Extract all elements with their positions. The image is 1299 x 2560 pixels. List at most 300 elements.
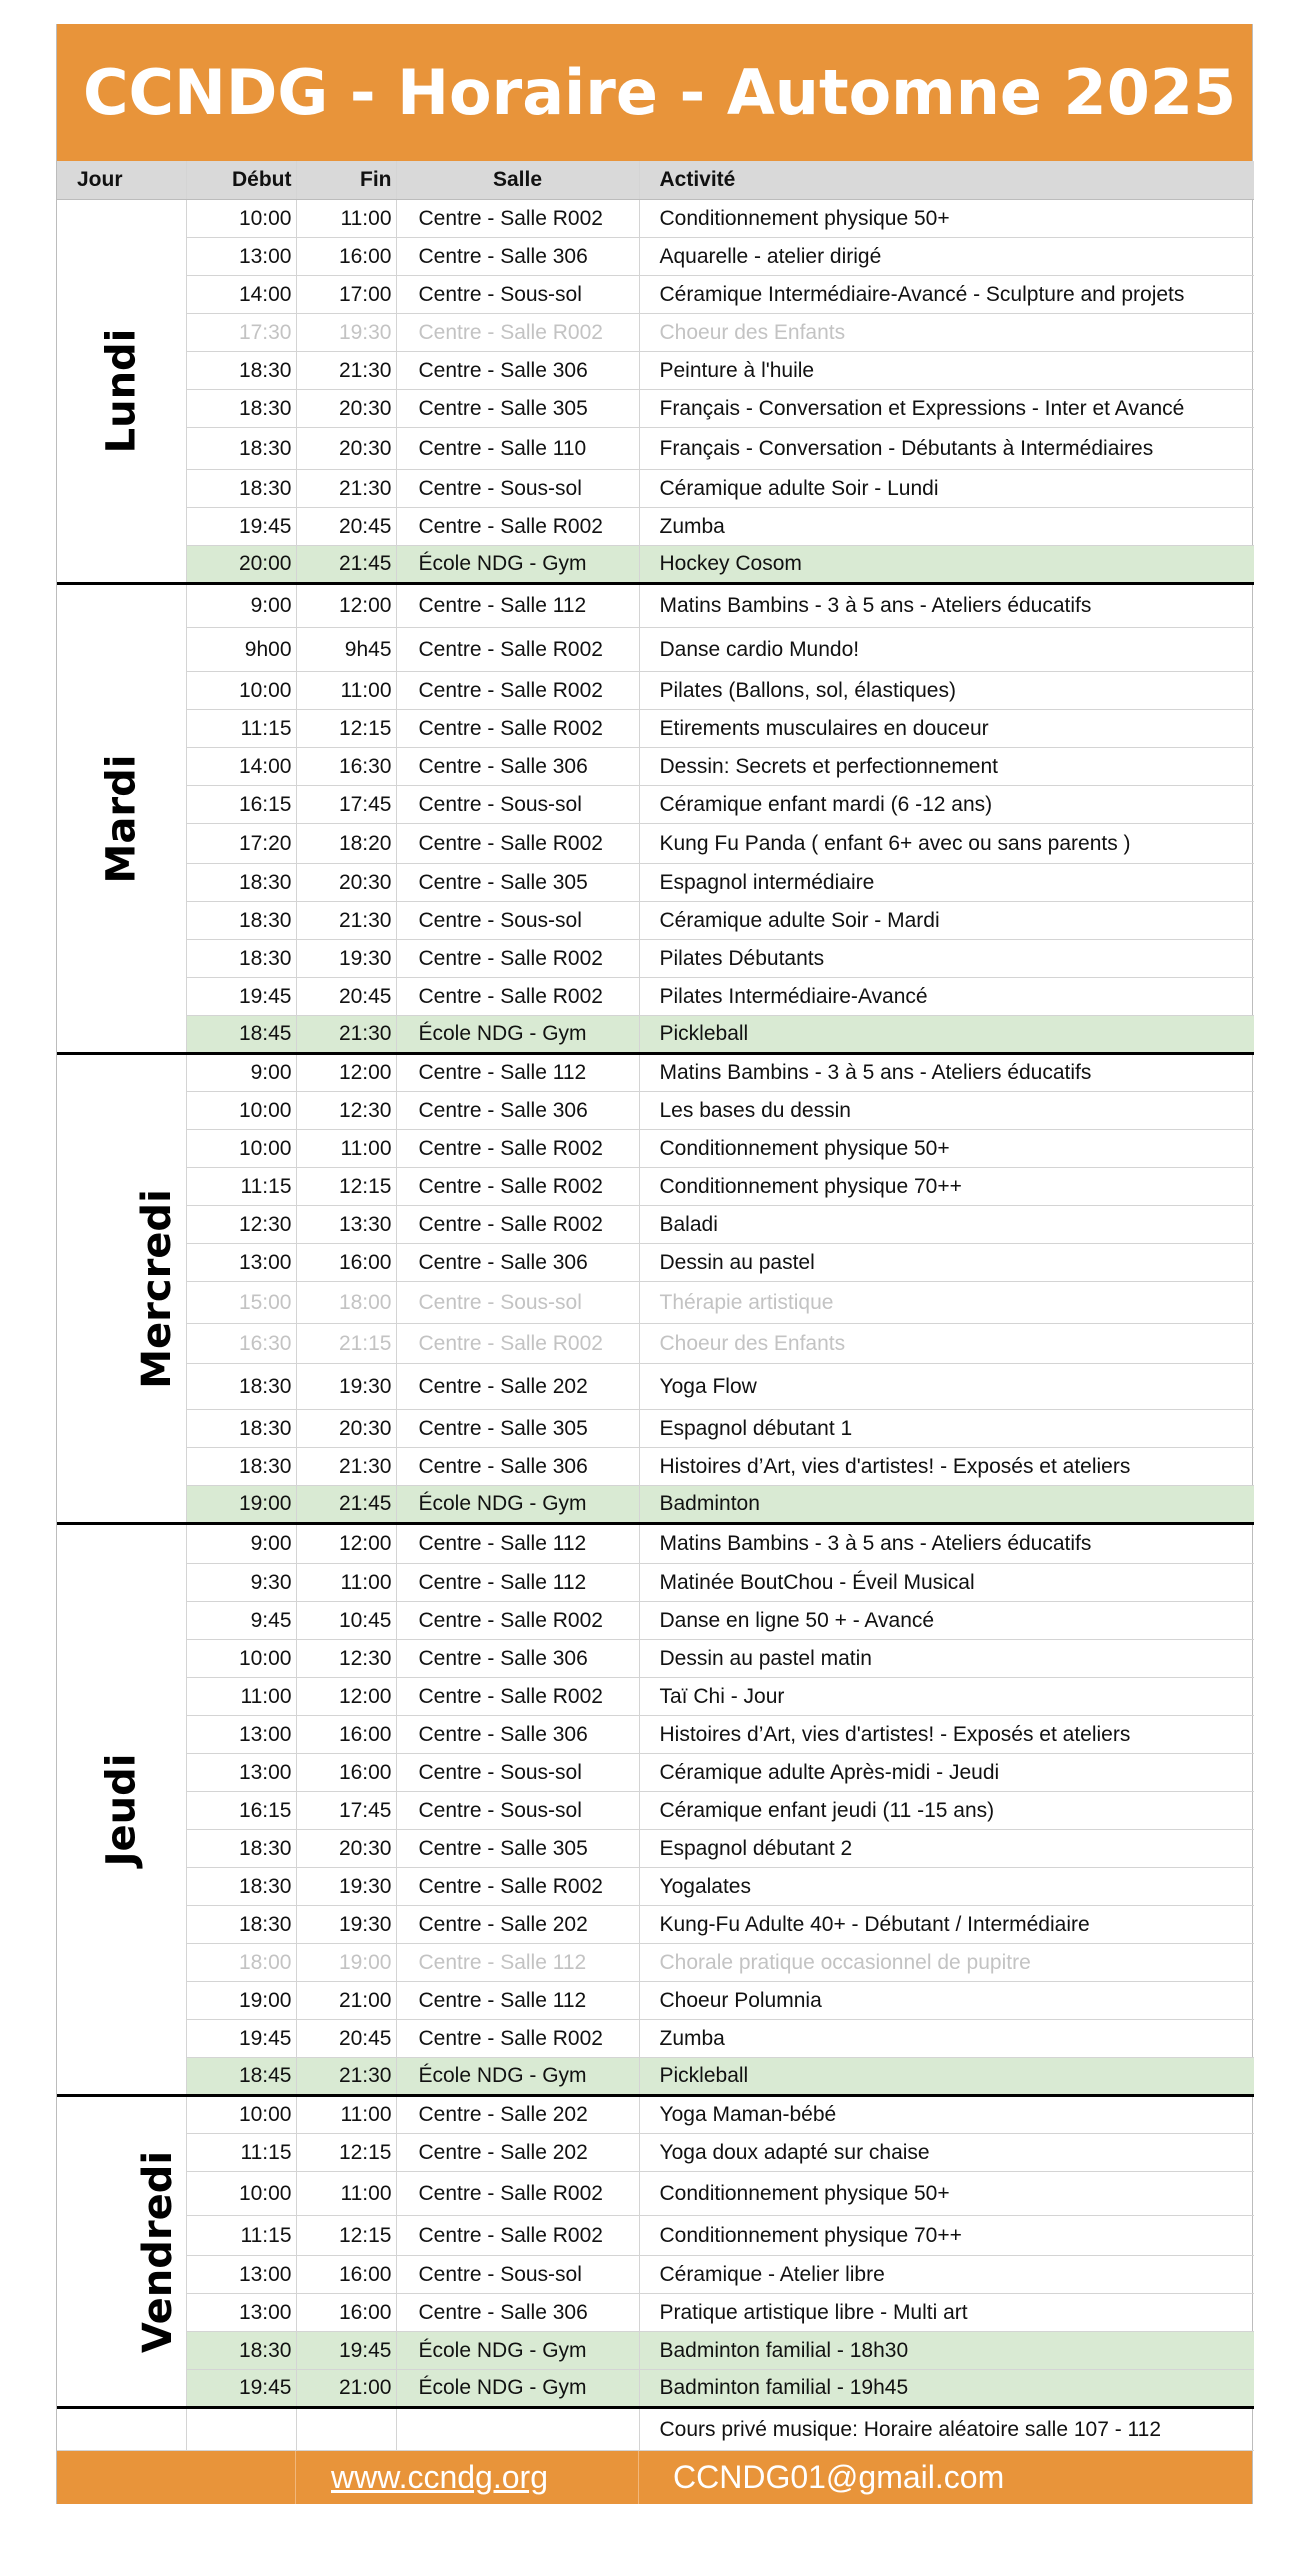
cell-activite: Danse cardio Mundo! — [639, 628, 1254, 672]
cell-fin: 12:00 — [296, 1524, 396, 1564]
cell-activite: Yoga Flow — [639, 1364, 1254, 1410]
cell-debut: 13:00 — [186, 1754, 296, 1792]
cell-salle: Centre - Salle 306 — [396, 238, 639, 276]
cell-fin: 12:00 — [296, 1054, 396, 1092]
table-row — [57, 352, 1254, 390]
cell-debut: 18:30 — [186, 940, 296, 978]
cell-fin: 21:30 — [296, 2058, 396, 2096]
cell-activite: Les bases du dessin — [639, 1092, 1254, 1130]
table-row — [57, 1754, 1254, 1792]
cell-fin: 12:15 — [296, 2216, 396, 2256]
cell-activite: Histoires d’Art, vies d'artistes! - Exposés et ateliers — [639, 1716, 1254, 1754]
cell-salle: Centre - Salle 306 — [396, 1244, 639, 1282]
cell-debut: 18:30 — [186, 428, 296, 470]
cell-salle: Centre - Sous-sol — [396, 902, 639, 940]
cell-salle: Centre - Salle R002 — [396, 1206, 639, 1244]
cell-salle: Centre - Salle R002 — [396, 200, 639, 238]
cell-debut: 13:00 — [186, 1716, 296, 1754]
table-row — [57, 546, 1254, 584]
cell-salle: Centre - Salle 306 — [396, 1448, 639, 1486]
table-row — [57, 200, 1254, 238]
table-row — [57, 940, 1254, 978]
cell-fin: 11:00 — [296, 200, 396, 238]
cell-salle: Centre - Sous-sol — [396, 276, 639, 314]
cell-salle: Centre - Salle 112 — [396, 584, 639, 628]
cell-debut: 18:30 — [186, 470, 296, 508]
table-row — [57, 2058, 1254, 2096]
cell-salle: Centre - Salle 306 — [396, 748, 639, 786]
cell-activite: Dessin: Secrets et perfectionnement — [639, 748, 1254, 786]
cell-fin: 21:30 — [296, 352, 396, 390]
table-row — [57, 1168, 1254, 1206]
cell-debut: 16:15 — [186, 1792, 296, 1830]
cell-fin: 19:00 — [296, 1944, 396, 1982]
cell-debut: 10:00 — [186, 1640, 296, 1678]
cell-debut: 18:30 — [186, 864, 296, 902]
cell-salle: Centre - Salle R002 — [396, 978, 639, 1016]
cell-debut: 13:00 — [186, 1244, 296, 1282]
day-group-mardi — [57, 584, 1254, 1054]
table-row — [57, 2332, 1254, 2370]
table-row — [57, 1016, 1254, 1054]
table-row — [57, 314, 1254, 352]
cell-activite: Céramique adulte Soir - Lundi — [639, 470, 1254, 508]
column-header-fin: Fin — [296, 161, 396, 200]
cell-activite: Histoires d’Art, vies d'artistes! - Exposés et ateliers — [639, 1448, 1254, 1486]
cell-debut: 10:00 — [186, 1130, 296, 1168]
cell-debut: 9:45 — [186, 1602, 296, 1640]
cell-fin: 12:30 — [296, 1092, 396, 1130]
cell-debut: 9:00 — [186, 584, 296, 628]
cell-activite: Kung-Fu Adulte 40+ - Débutant / Intermédiaire — [639, 1906, 1254, 1944]
cell-debut: 10:00 — [186, 200, 296, 238]
cell-fin: 18:20 — [296, 824, 396, 864]
cell-activite: Badminton familial - 18h30 — [639, 2332, 1254, 2370]
table-row — [57, 1130, 1254, 1168]
page-title: CCNDG - Horaire - Automne 2025 — [83, 56, 1237, 129]
cell-activite: Pickleball — [639, 1016, 1254, 1054]
table-row — [57, 1830, 1254, 1868]
cell-debut: 18:30 — [186, 390, 296, 428]
cell-debut: 19:45 — [186, 2020, 296, 2058]
cell-activite: Matins Bambins - 3 à 5 ans - Ateliers éducatifs — [639, 1524, 1254, 1564]
column-header-debut: Début — [186, 161, 296, 200]
cell-fin: 21:00 — [296, 2370, 396, 2408]
cell-activite: Pilates (Ballons, sol, élastiques) — [639, 672, 1254, 710]
cell-fin: 20:30 — [296, 1830, 396, 1868]
cell-debut: 13:00 — [186, 2294, 296, 2332]
cell-fin: 11:00 — [296, 1130, 396, 1168]
cell-activite: Dessin au pastel matin — [639, 1640, 1254, 1678]
cell-debut: 18:30 — [186, 1830, 296, 1868]
cell-debut: 19:45 — [186, 2370, 296, 2408]
cell-activite: Hockey Cosom — [639, 546, 1254, 584]
cell-fin: 21:15 — [296, 1324, 396, 1364]
cell-debut: 9:00 — [186, 1524, 296, 1564]
cell-debut: 11:00 — [186, 1678, 296, 1716]
table-row — [57, 628, 1254, 672]
cell-activite: Yoga doux adapté sur chaise — [639, 2134, 1254, 2172]
column-header-row — [57, 161, 1254, 200]
cell-activite: Matinée BoutChou - Éveil Musical — [639, 1564, 1254, 1602]
cell-fin: 19:30 — [296, 314, 396, 352]
cell-activite: Céramique enfant mardi (6 -12 ans) — [639, 786, 1254, 824]
cell-salle: Centre - Salle R002 — [396, 628, 639, 672]
cell-activite: Céramique - Atelier libre — [639, 2256, 1254, 2294]
table-row — [57, 2216, 1254, 2256]
cell-fin: 20:45 — [296, 508, 396, 546]
email-link[interactable]: CCNDG01@gmail.com — [673, 2459, 1005, 2495]
cell-debut: 11:15 — [186, 2134, 296, 2172]
cell-debut: 10:00 — [186, 672, 296, 710]
cell-activite: Choeur Polumnia — [639, 1982, 1254, 2020]
table-row — [57, 1524, 1254, 1564]
cell-activite: Peinture à l'huile — [639, 352, 1254, 390]
cell-salle: Centre - Salle R002 — [396, 2172, 639, 2216]
cell-fin: 21:00 — [296, 1982, 396, 2020]
cell-activite: Taï Chi - Jour — [639, 1678, 1254, 1716]
cell-activite: Français - Conversation - Débutants à Intermédiaires — [639, 428, 1254, 470]
cell-debut: 12:30 — [186, 1206, 296, 1244]
cell-salle: Centre - Salle R002 — [396, 672, 639, 710]
cell-debut: 11:15 — [186, 710, 296, 748]
cell-debut: 17:20 — [186, 824, 296, 864]
cell-salle: Centre - Salle 112 — [396, 1564, 639, 1602]
cell-debut: 10:00 — [186, 2172, 296, 2216]
cell-activite: Conditionnement physique 70++ — [639, 1168, 1254, 1206]
table-row — [57, 2294, 1254, 2332]
cell-fin: 17:45 — [296, 1792, 396, 1830]
cell-activite: Céramique enfant jeudi (11 -15 ans) — [639, 1792, 1254, 1830]
table-row — [57, 2256, 1254, 2294]
day-cell — [57, 1524, 186, 2096]
cell-fin: 19:45 — [296, 2332, 396, 2370]
cell-debut: 16:15 — [186, 786, 296, 824]
cell-salle: Centre - Salle R002 — [396, 940, 639, 978]
day-label: Mercredi — [133, 1188, 180, 1389]
table-row — [57, 238, 1254, 276]
cell-fin: 17:45 — [296, 786, 396, 824]
table-row — [57, 1716, 1254, 1754]
day-label: Mardi — [98, 754, 145, 883]
cell-debut: 18:30 — [186, 2332, 296, 2370]
cell-fin: 21:30 — [296, 1448, 396, 1486]
table-row — [57, 1324, 1254, 1364]
cell-fin: 19:30 — [296, 940, 396, 978]
table-row — [57, 824, 1254, 864]
cell-salle: Centre - Salle R002 — [396, 1678, 639, 1716]
cell-fin: 19:30 — [296, 1868, 396, 1906]
note-table — [57, 2409, 1254, 2451]
cell-fin: 13:30 — [296, 1206, 396, 1244]
cell-activite: Céramique adulte Après-midi - Jeudi — [639, 1754, 1254, 1792]
cell-debut: 15:00 — [186, 1282, 296, 1324]
website-link[interactable]: www.ccndg.org — [331, 2459, 548, 2495]
cell-activite: Français - Conversation et Expressions - Inter et Avancé — [639, 390, 1254, 428]
table-row — [57, 1640, 1254, 1678]
cell-salle: Centre - Salle 306 — [396, 1640, 639, 1678]
cell-salle: Centre - Salle 202 — [396, 2096, 639, 2134]
cell-salle: Centre - Salle R002 — [396, 508, 639, 546]
cell-salle: Centre - Sous-sol — [396, 1754, 639, 1792]
cell-salle: École NDG - Gym — [396, 2332, 639, 2370]
day-group-vendredi — [57, 2096, 1254, 2408]
cell-debut: 9:00 — [186, 1054, 296, 1092]
table-row — [57, 710, 1254, 748]
table-row — [57, 1564, 1254, 1602]
cell-activite: Espagnol intermédiaire — [639, 864, 1254, 902]
cell-fin: 16:00 — [296, 1244, 396, 1282]
cell-salle: Centre - Salle 202 — [396, 2134, 639, 2172]
cell-activite: Matins Bambins - 3 à 5 ans - Ateliers éducatifs — [639, 584, 1254, 628]
cell-fin: 20:30 — [296, 1410, 396, 1448]
cell-fin: 19:30 — [296, 1906, 396, 1944]
cell-debut: 9h00 — [186, 628, 296, 672]
cell-salle: École NDG - Gym — [396, 1486, 639, 1524]
day-cell — [57, 200, 186, 584]
cell-fin: 12:30 — [296, 1640, 396, 1678]
cell-activite: Céramique adulte Soir - Mardi — [639, 902, 1254, 940]
cell-salle: Centre - Salle 306 — [396, 1092, 639, 1130]
cell-debut: 11:15 — [186, 2216, 296, 2256]
cell-debut: 18:30 — [186, 902, 296, 940]
cell-activite: Conditionnement physique 50+ — [639, 1130, 1254, 1168]
cell-salle: École NDG - Gym — [396, 546, 639, 584]
cell-debut: 14:00 — [186, 748, 296, 786]
cell-fin: 11:00 — [296, 2096, 396, 2134]
day-group-mercredi — [57, 1054, 1254, 1524]
cell-fin: 21:30 — [296, 902, 396, 940]
cell-salle: Centre - Salle R002 — [396, 824, 639, 864]
cell-activite: Yoga Maman-bébé — [639, 2096, 1254, 2134]
table-row — [57, 508, 1254, 546]
cell-debut: 13:00 — [186, 238, 296, 276]
day-label: Jeudi — [98, 1753, 145, 1866]
cell-fin: 20:45 — [296, 2020, 396, 2058]
cell-activite: Espagnol débutant 1 — [639, 1410, 1254, 1448]
table-row — [57, 1244, 1254, 1282]
cell-fin: 18:00 — [296, 1282, 396, 1324]
cell-salle: Centre - Salle R002 — [396, 710, 639, 748]
cell-fin: 11:00 — [296, 2172, 396, 2216]
day-label: Vendredi — [135, 2150, 182, 2353]
music-note: Cours privé musique: Horaire aléatoire salle 107 - 112 — [639, 2409, 1254, 2451]
cell-fin: 12:00 — [296, 1678, 396, 1716]
cell-fin: 20:30 — [296, 428, 396, 470]
cell-debut: 16:30 — [186, 1324, 296, 1364]
cell-activite: Zumba — [639, 508, 1254, 546]
cell-activite: Pratique artistique libre - Multi art — [639, 2294, 1254, 2332]
table-row — [57, 978, 1254, 1016]
cell-activite: Conditionnement physique 70++ — [639, 2216, 1254, 2256]
cell-activite: Matins Bambins - 3 à 5 ans - Ateliers éducatifs — [639, 1054, 1254, 1092]
table-row — [57, 428, 1254, 470]
column-header-activite: Activité — [639, 161, 1254, 200]
cell-activite: Céramique Intermédiaire-Avancé - Sculpture and projets — [639, 276, 1254, 314]
cell-fin: 21:45 — [296, 546, 396, 584]
cell-salle: Centre - Salle 112 — [396, 1524, 639, 1564]
cell-debut: 19:00 — [186, 1486, 296, 1524]
cell-fin: 16:30 — [296, 748, 396, 786]
table-row — [57, 748, 1254, 786]
cell-debut: 20:00 — [186, 546, 296, 584]
table-row — [57, 2172, 1254, 2216]
day-cell — [57, 584, 186, 1054]
cell-fin: 19:30 — [296, 1364, 396, 1410]
cell-fin: 16:00 — [296, 2294, 396, 2332]
cell-salle: École NDG - Gym — [396, 2370, 639, 2408]
cell-activite: Badminton — [639, 1486, 1254, 1524]
cell-fin: 20:30 — [296, 864, 396, 902]
cell-activite: Aquarelle - atelier dirigé — [639, 238, 1254, 276]
cell-salle: Centre - Salle 112 — [396, 1054, 639, 1092]
cell-activite: Conditionnement physique 50+ — [639, 2172, 1254, 2216]
table-row — [57, 2370, 1254, 2408]
title-bar — [57, 24, 1252, 161]
cell-debut: 18:45 — [186, 2058, 296, 2096]
table-row — [57, 864, 1254, 902]
cell-debut: 17:30 — [186, 314, 296, 352]
cell-salle: Centre - Salle 305 — [396, 864, 639, 902]
cell-activite: Pickleball — [639, 2058, 1254, 2096]
cell-activite: Badminton familial - 19h45 — [639, 2370, 1254, 2408]
cell-salle: Centre - Salle R002 — [396, 1168, 639, 1206]
table-row — [57, 584, 1254, 628]
cell-salle: Centre - Sous-sol — [396, 2256, 639, 2294]
table-row — [57, 1678, 1254, 1716]
table-row — [57, 1092, 1254, 1130]
cell-fin: 21:30 — [296, 470, 396, 508]
cell-fin: 16:00 — [296, 1716, 396, 1754]
cell-debut: 18:30 — [186, 352, 296, 390]
cell-debut: 14:00 — [186, 276, 296, 314]
cell-debut: 18:30 — [186, 1448, 296, 1486]
table-row — [57, 1792, 1254, 1830]
cell-fin: 16:00 — [296, 2256, 396, 2294]
cell-debut: 19:00 — [186, 1982, 296, 2020]
cell-activite: Choeur des Enfants — [639, 314, 1254, 352]
table-row — [57, 1054, 1254, 1092]
cell-fin: 12:15 — [296, 2134, 396, 2172]
column-header-jour: Jour — [57, 161, 186, 200]
cell-salle: Centre - Salle R002 — [396, 1602, 639, 1640]
cell-salle: Centre - Salle 202 — [396, 1364, 639, 1410]
table-row — [57, 1410, 1254, 1448]
cell-salle: École NDG - Gym — [396, 1016, 639, 1054]
day-cell — [57, 1054, 186, 1524]
cell-debut: 18:30 — [186, 1868, 296, 1906]
table-row — [57, 470, 1254, 508]
table-row — [57, 2096, 1254, 2134]
cell-salle: Centre - Salle 112 — [396, 1944, 639, 1982]
cell-salle: Centre - Sous-sol — [396, 1282, 639, 1324]
cell-debut: 19:45 — [186, 978, 296, 1016]
table-row — [57, 1486, 1254, 1524]
cell-activite: Zumba — [639, 2020, 1254, 2058]
cell-salle: Centre - Salle 305 — [396, 1830, 639, 1868]
cell-fin: 16:00 — [296, 1754, 396, 1792]
cell-activite: Etirements musculaires en douceur — [639, 710, 1254, 748]
day-group-jeudi — [57, 1524, 1254, 2096]
cell-salle: Centre - Sous-sol — [396, 470, 639, 508]
cell-fin: 20:45 — [296, 978, 396, 1016]
cell-activite: Espagnol débutant 2 — [639, 1830, 1254, 1868]
table-row — [57, 276, 1254, 314]
cell-activite: Kung Fu Panda ( enfant 6+ avec ou sans parents ) — [639, 824, 1254, 864]
cell-activite: Pilates Débutants — [639, 940, 1254, 978]
cell-fin: 11:00 — [296, 672, 396, 710]
table-row — [57, 1602, 1254, 1640]
table-row — [57, 1944, 1254, 1982]
cell-salle: Centre - Salle R002 — [396, 1130, 639, 1168]
cell-fin: 20:30 — [296, 390, 396, 428]
cell-salle: Centre - Salle 305 — [396, 1410, 639, 1448]
table-row — [57, 786, 1254, 824]
cell-fin: 21:30 — [296, 1016, 396, 1054]
cell-debut: 18:45 — [186, 1016, 296, 1054]
table-row — [57, 1448, 1254, 1486]
note-row — [57, 2409, 1254, 2451]
cell-salle: Centre - Salle 306 — [396, 1716, 639, 1754]
cell-fin: 21:45 — [296, 1486, 396, 1524]
cell-debut: 18:30 — [186, 1410, 296, 1448]
table-row — [57, 1364, 1254, 1410]
table-row — [57, 2020, 1254, 2058]
cell-activite: Dessin au pastel — [639, 1244, 1254, 1282]
cell-salle: Centre - Salle 202 — [396, 1906, 639, 1944]
day-label: Lundi — [98, 328, 145, 454]
table-row — [57, 1906, 1254, 1944]
cell-salle: Centre - Sous-sol — [396, 1792, 639, 1830]
cell-fin: 12:15 — [296, 1168, 396, 1206]
cell-salle: Centre - Salle 305 — [396, 390, 639, 428]
cell-debut: 13:00 — [186, 2256, 296, 2294]
schedule-sheet — [56, 24, 1253, 2504]
cell-debut: 18:30 — [186, 1906, 296, 1944]
cell-activite: Choeur des Enfants — [639, 1324, 1254, 1364]
table-row — [57, 902, 1254, 940]
cell-salle: Centre - Salle 306 — [396, 2294, 639, 2332]
table-row — [57, 672, 1254, 710]
cell-fin: 11:00 — [296, 1564, 396, 1602]
table-row — [57, 1868, 1254, 1906]
cell-debut: 18:30 — [186, 1364, 296, 1410]
schedule-table — [57, 161, 1254, 2409]
day-cell — [57, 2096, 186, 2408]
cell-salle: Centre - Sous-sol — [396, 786, 639, 824]
cell-fin: 9h45 — [296, 628, 396, 672]
cell-fin: 17:00 — [296, 276, 396, 314]
cell-debut: 18:00 — [186, 1944, 296, 1982]
cell-salle: Centre - Salle R002 — [396, 2216, 639, 2256]
cell-activite: Conditionnement physique 50+ — [639, 200, 1254, 238]
table-row — [57, 1206, 1254, 1244]
cell-fin: 12:00 — [296, 584, 396, 628]
cell-debut: 11:15 — [186, 1168, 296, 1206]
cell-salle: Centre - Salle 306 — [396, 352, 639, 390]
cell-debut: 10:00 — [186, 2096, 296, 2134]
cell-fin: 10:45 — [296, 1602, 396, 1640]
cell-activite: Baladi — [639, 1206, 1254, 1244]
day-group-lundi — [57, 200, 1254, 584]
column-header-salle: Salle — [396, 161, 639, 200]
cell-salle: Centre - Salle 112 — [396, 1982, 639, 2020]
cell-salle: Centre - Salle R002 — [396, 1868, 639, 1906]
table-row — [57, 2134, 1254, 2172]
cell-salle: Centre - Salle R002 — [396, 2020, 639, 2058]
cell-salle: École NDG - Gym — [396, 2058, 639, 2096]
cell-activite: Thérapie artistique — [639, 1282, 1254, 1324]
